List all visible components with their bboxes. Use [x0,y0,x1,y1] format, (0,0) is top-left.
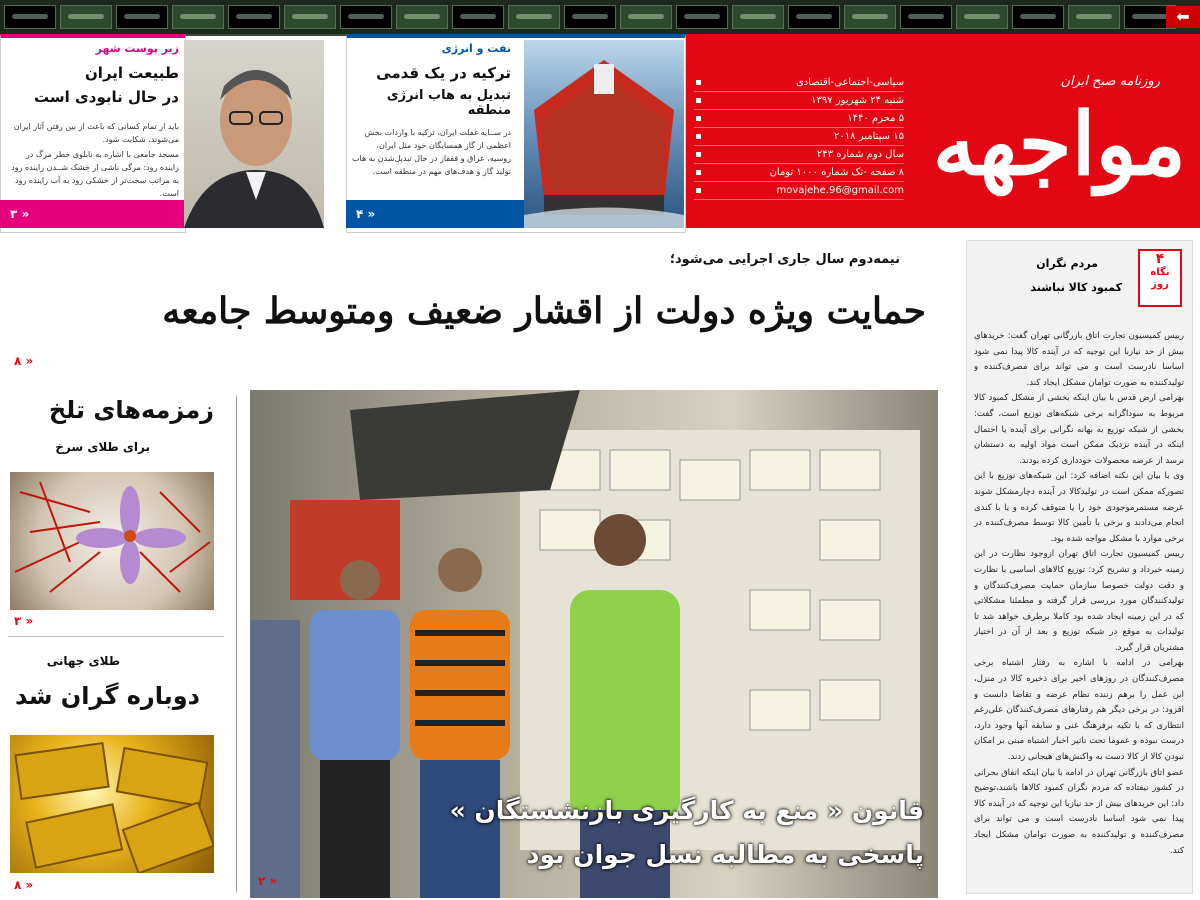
banner-tile [564,5,616,29]
page-ref[interactable]: ۳ » [14,614,34,628]
column-badge [1138,249,1182,307]
issue-email[interactable]: movajehe.96@gmail.com [694,182,904,200]
story-tag: زیر پوست شهر [95,42,179,55]
column-divider [236,396,237,892]
main-photo [250,390,938,898]
banner-tile [676,5,728,29]
banner-tile [956,5,1008,29]
gold-bars-photo [10,735,214,873]
page-ref-number: ۲ [258,874,266,888]
top-banner-strip [0,0,1200,36]
column-paragraph: بهرامی در ادامه با اشاره به رفتار اشتباه برخی مصرف‌کنندگان در روزهای اخیر برای ذخیره کالا در منزل، این عمل را برهم زننده نظام عرضه و تقاضا دانست و افزود: در برخی دیگر هم رفتارهای مصرف‌کنندگان علی‌رغم انتظاری که با تکیه برفرهنگ غنی و سابقه آنها وجود دارد، درست نبوده و عموما تحت تاثیر اخبار اشتباه مبنی بر امکان نبودن کالا از کالا دست به واکنش‌های هیجانی زدند. [974,658,1184,763]
banner-tile [284,5,336,29]
column-title-line[interactable]: کمبود کالا نباشند [1030,281,1122,294]
banner-tile [1012,5,1064,29]
banner-tile [228,5,280,29]
tanker-ship-icon [524,40,684,228]
page-ref-number: ۳ [10,207,18,221]
page-ref-number: ۳ [14,614,22,628]
banner-tile [900,5,952,29]
page-ref-number: ۸ [14,878,22,892]
column-paragraph: رییس کمیسیون تجارت اتاق تهران ازوجود نظارت در این زمینه خبرداد و تشریح کرد: توزیع کالاهای اساسی با نظارت و دقت دولت خصوصا سازمان حمایت مصرف‌کنندگان و تولیدکنندگان مورد بررسی قرار گرفته و مطمئنا مشکلاتی که در این زمینه ایجاد شده بود کاملا برطرف خواهد شد تا تولیدات به موقع در شبکه توزیع و بعد از آن در اختیار مشتریان قرار گیرد. [974,549,1184,653]
story-bullet: مسجد جامعی با اشاره به نابلوی خطر مرگ در زاینده رود: مرگی ناشی از خشک شــدن زاینده رود به مراتب سخت‌تر از خشکی رود به آب زاینده رود است. [11,150,179,198]
column-number: ۴ [1155,251,1165,267]
column-body [974,329,1184,889]
column-paragraph: بهرامی ارض قدس با بیان اینکه بخشی از مشکل کمبود کالا مربوط به سوداگرانه برخی شبکه‌های توزیع است، گفت: بخشی از شبکه توزیع به بهانه نگرانی برای آینده یا احتمال اینکه در آینده نزدیک ممکن است مواد اولیه به دستشان نرسد از عرضه محصولات خودداری کرده بودند. [974,393,1184,466]
story-body: در ســایه غفلت ایران، ترکیه با واردات بخش اعظمی از گاز همسایگان خود مثل ایران، روسیه، عراق و قفقاز در حال تبدیل‌شدن به هاب تولید گاز و هدف‌های مهم در منطقه است. [352,128,511,176]
issue-info-line: سیاسی-اجتماعی-اقتصادی [694,74,904,92]
back-arrow-icon[interactable]: ⬅ [1166,6,1200,28]
lead-kicker: نیمه‌دوم سال جاری اجرایی می‌شود؛ [669,252,900,267]
issue-info-line: ۸ صفحه -تک شماره ۱۰۰۰ تومان [694,164,904,182]
banner-tile [788,5,840,29]
banner-tile [844,5,896,29]
story-subtitle: برای طلای سرخ [55,440,150,454]
banner-tile [340,5,392,29]
banner-tile [620,5,672,29]
column-paragraph: وی با بیان این نکته اضافه کرد: این شبکه‌های توزیع با این تصورکه ممکن است در تولیدکالا در آینده دچارمشکل شوند عرضه مستمرموجودی خود را یا متوقف کرده و یا با کندی انجام می‌دادند و برخی با تأمین کالا توسط مصرف‌کننده در برخی موارد با مشکل مواجه شده بود. [974,471,1184,544]
banner-tile [60,5,112,29]
saffron-flower-icon [10,472,214,610]
photo-caption-line[interactable]: قانون « منع به کارگیری بازنشستگان » [449,796,924,825]
tanker-photo [524,40,684,228]
masthead [684,34,1200,228]
saffron-photo [10,472,214,610]
issue-info-line: شنبه ۲۴ شهریور ۱۳۹۷ [694,92,904,110]
banner-tile [172,5,224,29]
issue-info-line: ۵ محرم ۱۴۴۰ [694,110,904,128]
column-paragraph: رییس کمیسیون تجارت اتاق بازرگانی تهران گفت: خریدهای بیش از حد نیازبا این توجیه که در آینده کالا پیدا نمی شود اساسا نادرست است و می تواند برای مصرف‌کننده و تولیدکننده به صورت توامان مشکل ایجاد کند. [974,331,1184,388]
lead-headline[interactable]: حمایت ویژه دولت از اقشار ضعیف ومتوسط جامعه [162,290,926,332]
issue-info [694,74,904,200]
opinion-column [966,240,1193,894]
banner-tile [732,5,784,29]
official-portrait [184,40,324,228]
gold-bar-icon [10,735,214,873]
portrait-icon [184,40,324,228]
story-title-line: طبیعت ایران [85,64,179,82]
story-kicker: طلای جهانی [46,654,120,668]
story-tag: نفت و انرژی [441,42,511,55]
page-ref-number: ۸ [14,354,22,368]
photo-caption-line[interactable]: پاسخی به مطالبه نسل جوان بود [526,840,924,869]
story-title-line: در حال نابودی است [34,88,179,106]
divider [8,636,224,637]
story-title[interactable]: زمزمه‌های تلخ [48,396,214,424]
banner-tile [1068,5,1120,29]
column-title-line[interactable]: مردم نگران [1036,257,1098,270]
page-ref[interactable]: ۸ » [14,878,34,892]
banner-tile [396,5,448,29]
story-title-line: ترکیه در یک قدمی [376,64,511,82]
story-title-line: تبدیل به هاب انرژی منطقه [386,88,511,118]
story-title[interactable]: دوباره گران شد [14,682,200,710]
banner-tile [116,5,168,29]
page-ref[interactable]: ۸ » [14,354,34,368]
column-label: نگاه روز [1150,267,1170,290]
masthead-subtitle: روزنامه صبح ایران [1060,74,1160,89]
newspaper-logo: مواجهه [932,94,1186,195]
banner-tile [4,5,56,29]
page-ref-bar[interactable]: ۳ » [0,200,184,228]
issue-info-line: سال دوم شماره ۲۴۳ [694,146,904,164]
page-ref-number: ۴ [356,207,364,221]
column-paragraph: عضو اتاق بازرگانی تهران در ادامه با بیان اینکه اتفاق بحرانی در کشور نیفتاده که مردم نگران کمبود کالاها باشند،توضیح داد: این خریدهای بیش از حد نیازبا این توجیه که در آینده کالا پیدا نمی شود اساسا نادرست است و می تواند برای مصرف‌کننده و تولیدکننده به صورت توامان مشکل ایجاد کند. [974,767,1184,856]
issue-info-line: ۱۵ سپتامبر ۲۰۱۸ [694,128,904,146]
banner-tile [508,5,560,29]
banner-tile [452,5,504,29]
page-ref[interactable]: ۲ » [258,874,278,888]
story-bullet: باید از تمام کسانی که باعث از بین رفتن آثار ایران می‌شوند، شکایت شود. [13,122,179,144]
page-ref-bar[interactable]: ۴ » [346,200,536,228]
